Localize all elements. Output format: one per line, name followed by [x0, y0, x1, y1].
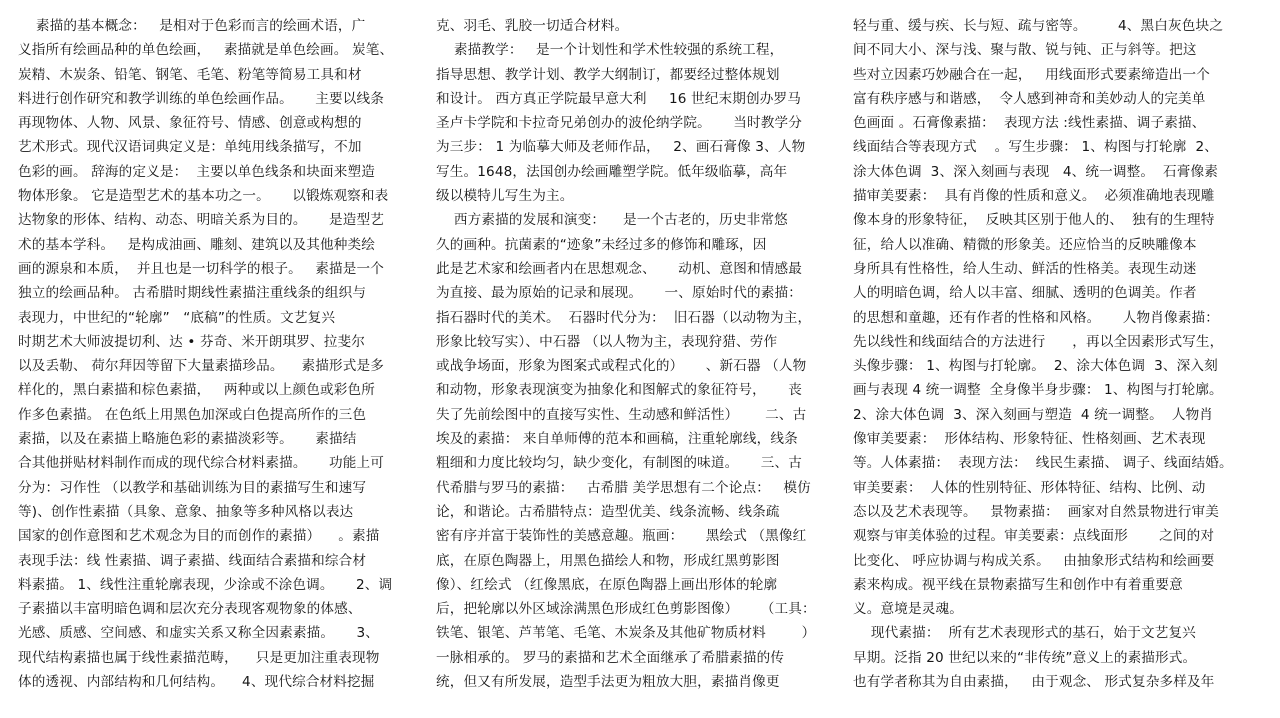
text-line: 艺术形式。现代汉语词典定义是：单纯用线条描写，不加 [18, 139, 362, 156]
text-line: 再现物体、人物、风景、象征符号、情感、创意或构想的 [18, 115, 362, 132]
text-line: 光感、质感、空间感、和虚实关系又称全因素素描。 3、 [18, 625, 380, 642]
text-line: 独立的绘画品种。 古希腊时期线性素描注重线条的组织与 [18, 285, 367, 302]
text-line: 素描，以及在素描上略施色彩的素描淡彩等。 素描结 [18, 431, 357, 448]
text-line: 线面结合等表现方式 。写生步骤： 1、构图与打轮廓 2、 [853, 139, 1218, 156]
text-line: 态以及艺术表现等。 景物素描： 画家对自然景物进行审美 [853, 503, 1219, 520]
text-line: 形象比较写实）、中石器 （以人物为主，表现狩猎、劳作 [436, 333, 778, 350]
text-line: 像本身的形象特征， 反映其区别于他人的、 独有的生理特 [853, 212, 1215, 229]
text-line: 素描教学： 是一个计划性和学术性较强的系统工程， [436, 42, 784, 59]
text-line: 画的源泉和本质， 并且也是一切科学的根子。 素描是一个 [18, 260, 384, 277]
text-line: 等。人体素描： 表现方法： 线民生素描、 调子、线面结婚。 [853, 455, 1233, 472]
text-line: 写生。1648，法国创办绘画雕塑学院。低年级临摹，高年 [436, 163, 788, 180]
text-line: 描审美要素： 具有肖像的性质和意义。 必须准确地表现雕 [853, 188, 1215, 205]
text-line: 一脉相承的。 罗马的素描和艺术全面继承了希腊素描的传 [436, 649, 785, 666]
text-line: 指石器时代的美术。 石器时代分为： 旧石器（以动物为主， [436, 309, 812, 326]
text-column-middle [436, 14, 838, 694]
text-line: 合其他拼贴材料制作而成的现代综合材料素描。 功能上可 [18, 455, 384, 472]
text-line: 术的基本学科。 是构成油画、雕刻、建筑以及其他种类绘 [18, 236, 376, 253]
text-line: 铁笔、银笔、芦苇笔、毛笔、木炭条及其他矿物质材料 ） [436, 625, 816, 642]
text-line: 些对立因素巧妙融合在一起， 用线面形式要素缔造出一个 [853, 66, 1211, 83]
text-line: 作多色素描。 在色纸上用黑色加深或白色提高所作的三色 [18, 406, 367, 423]
text-line: 为直接、最为原始的记录和展现。 一、原始时代的素描： [436, 285, 802, 302]
text-line: 国家的创作意图和艺术观念为目的而创作的素描） 。素描 [18, 528, 380, 545]
text-line: 料素描。 1、线性注重轮廓表现，少涂或不涂色调。 2、调 [18, 576, 393, 593]
text-line: 圣卢卡学院和卡拉奇兄弟创办的波伦纳学院。 当时教学分 [436, 115, 802, 132]
text-line: 体的透视、内部结构和几何结构。 4、现代综合材料挖掘 [18, 674, 375, 691]
text-line: 西方素描的发展和演变： 是一个古老的，历史非常悠 [436, 212, 788, 229]
text-line: 克、羽毛、乳胶一切适合材料。 [436, 18, 629, 34]
text-line: 子素描以丰富明暗色调和层次充分表现客观物象的体感、 [18, 601, 362, 618]
text-line: 身所具有性格性，给人生动、鲜活的性格美。表现生动迷 [853, 260, 1197, 277]
text-line: 时期艺术大师波提切利、达 • 芬奇、米开朗琪罗、拉斐尔 [18, 333, 365, 350]
text-line: 人的明暗色调，给人以丰富、细腻、透明的色调美。作者 [853, 285, 1197, 302]
text-line: 失了先前绘图中的直接写实性、生动感和鲜活性） 二、古 [436, 406, 807, 423]
text-line: 和动物，形象表现演变为抽象化和图解式的象征符号， 丧 [436, 382, 802, 399]
text-column-left [18, 14, 420, 694]
text-line: 像审美要素： 形体结构、形象特征、性格刻画、艺术表现 [853, 431, 1206, 448]
text-line: 以及丢勒、 荷尔拜因等留下大量素描珍品。 素描形式是多 [18, 358, 384, 375]
text-line: 久的画种。抗菌素的“迹象”未经过多的修饰和雕琢，因 [436, 236, 767, 253]
text-line: 早期。泛指 20 世纪以来的“非传统”意义上的素描形式。 [853, 649, 1197, 666]
text-line: 比变化、 呼应协调与构成关系。 由抽象形式结构和绘画要 [853, 552, 1215, 569]
text-line: 炭精、木炭条、铅笔、钢笔、毛笔、粉笔等简易工具和材 [18, 66, 362, 83]
text-line: 代希腊与罗马的素描： 古希腊 美学思想有二个论点： 模仿 [436, 479, 811, 496]
text-line: 义指所有绘画品种的单色绘画， 素描就是单色绘画。 炭笔、 [18, 42, 394, 59]
text-line: 底，在原色陶器上，用黑色描绘人和物，形成红黑剪影图 [436, 552, 780, 569]
text-line: 先以线性和线面结合的方法进行 ，再以全因素形式写生， [853, 333, 1224, 350]
text-line: 达物象的形体、结构、动态、明暗关系为目的。 是造型艺 [18, 212, 384, 229]
text-line: 样化的，黑白素描和棕色素描， 两种或以上颜色或彩色所 [18, 382, 376, 399]
text-line: 轻与重、缓与疾、长与短、疏与密等。 4、黑白灰色块之 [853, 18, 1223, 34]
text-line: 表现力，中世纪的“轮廓” “底稿”的性质。文艺复兴 [18, 309, 336, 326]
text-column-right [853, 14, 1265, 694]
text-line: 等)、创作性素描（具象、意象、抽象等多种风格以表达 [18, 503, 354, 520]
text-line: 指导思想、教学计划、教学大纲制订，都要经过整体规划 [436, 66, 780, 83]
text-line: 现代结构素描也属于线性素描范畴， 只是更加注重表现物 [18, 649, 380, 666]
text-line: 也有学者称其为自由素描， 由于观念、 形式复杂多样及年 [853, 674, 1215, 691]
text-line: 富有秩序感与和谐感， 令人感到神奇和美妙动人的完美单 [853, 90, 1206, 107]
text-line: 头像步骤： 1、构图与打轮廓。 2、涂大体色调 3、深入刻 [853, 358, 1218, 375]
text-line: 统，但又有所发展，造型手法更为粗放大胆，素描肖像更 [436, 674, 780, 691]
text-line: 涂大体色调 3、深入刻画与表现 4、统一调整。 石膏像素 [853, 163, 1218, 180]
text-line: 料进行创作研究和教学训练的单色绘画作品。 主要以线条 [18, 90, 384, 107]
text-line: 现代素描： 所有艺术表现形式的基石，始于文艺复兴 [853, 625, 1196, 642]
text-line: 观察与审美体验的过程。审美要素：点线面形 之间的对 [853, 528, 1215, 545]
text-line: 画与表现 4 统一调整 全身像半身步骤： 1、构图与打轮廓。 [853, 382, 1223, 399]
text-line: 后，把轮廓以外区域涂满黑色形成红色剪影图像） （工具： [436, 601, 816, 618]
text-line: 色彩的画。 辞海的定义是： 主要以单色线条和块面来塑造 [18, 163, 376, 180]
text-line: 2、涂大体色调 3、深入刻画与塑造 4 统一调整。 人物肖 [853, 406, 1214, 423]
text-line: 粗细和力度比较均匀，缺少变化，有制图的味道。 三、古 [436, 455, 802, 472]
text-line: 表现手法：线 性素描、调子素描、线面结合素描和综合材 [18, 552, 367, 569]
text-line: 和设计。 西方真正学院最早意大利 16 世纪末期创办罗马 [436, 90, 801, 107]
text-line: 色画面 。石膏像素描： 表现方法 :线性素描、调子素描、 [853, 115, 1206, 132]
text-line: 埃及的素描： 来自单师傅的范本和画稿，注重轮廓线，线条 [436, 431, 798, 448]
text-line: 义。意境是灵魂。 [853, 601, 963, 618]
text-line: 物体形象。 它是造型艺术的基本功之一。 以锻炼观察和表 [18, 188, 389, 205]
text-line: 素描的基本概念： 是相对于色彩而言的绘画术语，广 [18, 18, 366, 34]
text-line: 论，和谐论。古希腊特点：造型优美、线条流畅、线条疏 [436, 503, 780, 520]
text-line: 密有序并富于装饰性的美感意趣。瓶画： 黑绘式 （黑像红 [436, 528, 807, 545]
text-line: 素来构成。视平线在景物素描写生和创作中有着重要意 [853, 576, 1183, 593]
text-line: 分为：习作性 （以教学和基础训练为目的素描写生和速写 [18, 479, 367, 496]
text-line: 间不同大小、深与浅、聚与散、锐与钝、正与斜等。把这 [853, 42, 1197, 59]
text-line: 此是艺术家和绘画者内在思想观念、 动机、意图和情感最 [436, 260, 802, 277]
text-line: 征，给人以准确、精微的形象美。还应恰当的反映雕像本 [853, 236, 1197, 253]
text-line: 或战争场面，形象为图案式或程式化的） 、新石器 （人物 [436, 358, 807, 375]
text-line: 像）、红绘式 （红像黑底，在原色陶器上画出形体的轮廓 [436, 576, 778, 593]
text-line: 审美要素： 人体的性别特征、形体特征、结构、比例、动 [853, 479, 1206, 496]
text-line: 的思想和童趣，还有作者的性格和风格。 人物肖像素描： [853, 309, 1219, 326]
text-line: 级以模特儿写生为主。 [436, 188, 574, 205]
text-line: 为三步： 1 为临摹大师及老师作品， 2、画石膏像 3、人物 [436, 139, 806, 156]
